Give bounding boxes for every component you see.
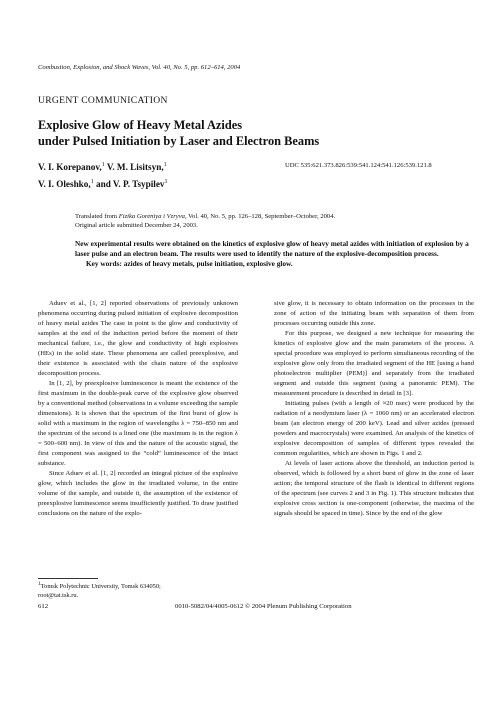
title-line-2: under Pulsed Initiation by Laser and Electron Beams: [38, 134, 320, 148]
translation-source-line: Translated from Fizika Goreniya i Vzryva, Vol. 40, No. 5, pp. 126–128, September–October, 2004.: [75, 213, 336, 220]
author-tsypilev: and V. P. Tsypilev: [93, 179, 165, 190]
right-column: [274, 299, 474, 519]
udc-code: UDC 535:621.373.826:539:541.124:541.126:539.121.8: [285, 162, 432, 169]
author-line-2: [38, 175, 278, 192]
paragraph: Aduev et al., [1, 2] reported observations of previously unknown phenomena occurring during pulsed initiation of explosive decomposition of heavy metal azides The case in point is the glow and conductivity of samples at the end of the induction period before the moment of their mechanical failure, i.e., the glow and conductivity of high explosives (HEs) in the solid state. These phenomena are called preexplosive, and their existence is associated with the chain nature of the explosive decomposition process.: [38, 300, 238, 377]
left-column: [38, 299, 238, 519]
author-list: [38, 158, 278, 192]
paragraph: At levels of laser actions above the threshold, an induction period is observed, which is followed by a short burst of glow in the zone of laser action; the temporal structure of the flash is identical in different regions of the spectrum (see curves 2 and 3 in Fig. 1). This structure indicates that explosive cross section is one-component (otherwise, the maxima of the signals should be spaced in time). Since by the end of the glow: [274, 460, 474, 517]
page-number: 612: [38, 603, 49, 610]
paragraph: Initiating pulses (with a length of ≈20 nsec) were produced by the radiation of a neodymium laser (λ = 1060 nm) or an accelerated electron beam (an electron energy of 200 keV). Lead and silver azides (pressed powders and macrocrystals) were examined. An analysis of the kinetics of explosive decomposition of samples of different types revealed the common regularities, which are shown in Figs. 1 and 2.: [274, 400, 474, 457]
author-lisitsyn: V. M. Lisitsyn,: [104, 162, 164, 173]
paragraph: In [1, 2], by preexplosive luminescence is meant the existence of the first maximum in the double-peak curve of the explosive glow observed by a conventional method (observations in a volume exceeding the sample dimensions). It is shown that the spectrum of the first burst of glow is solid with a maximum in the region of wavelengths λ = 750–850 nm and the spectrum of the second is a lined one (the maximum is in the region λ = 500–600 nm). In view of this and the nature of the acoustic signal, the first component was assigned to the “cold” luminescence of the intact substance.: [38, 380, 238, 467]
author-line-1: [38, 158, 278, 175]
footnote: [38, 580, 238, 600]
affiliation-mark: 1: [101, 162, 105, 168]
affiliation-email: root@tat.tsk.ru.: [38, 592, 79, 600]
title-line-1: Explosive Glow of Heavy Metal Azides: [38, 118, 243, 132]
section-label: URGENT COMMUNICATION: [38, 95, 168, 106]
footnote-divider: [38, 578, 98, 579]
abstract-text: New experimental results were obtained on the kinetics of explosive glow of heavy metal azides with initiation of explosion by a laser pulse and an electron beam. The results were used to identify the nature of the explosive-decomposition process.: [75, 239, 469, 258]
translation-note: [75, 212, 475, 231]
source-journal: Fizika Goreniya i Vzryva: [118, 213, 185, 220]
keywords: Key words: azides of heavy metals, pulse initiation, explosive glow.: [86, 259, 293, 268]
copyright-line: 0010-5082/04/4005-0612 © 2004 Plenum Publishing Corporation: [175, 603, 352, 610]
affiliation-mark: 1: [163, 162, 167, 168]
paragraph: sive glow, it is necessary to obtain information on the processes in the zone of action of the initiating beam with separation of them from processes occurring outside this zone.: [274, 300, 474, 327]
abstract: [75, 239, 477, 269]
article-title: [38, 117, 478, 149]
submission-date: Original article submitted December 24, 2003.: [75, 222, 198, 230]
affiliation-mark: 1: [38, 581, 41, 587]
paragraph: Since Aduev et al. [1, 2] recorded an integral picture of the explosive glow, which includes the glow in the irradiated volume, in the entire volume of the sample, and outside it, the assumption of the existence of preexplosive luminescence seems insufficiently justified. To draw justified conclusions on the nature of the explo-: [38, 470, 238, 517]
author-oleshko: V. I. Oleshko,: [38, 179, 91, 190]
affiliation-mark: 1: [164, 179, 168, 186]
paragraph: For this purpose, we designed a new technique for measuring the kinetics of explosive glow and the main parameters of the process. A special procedure was employed to perform simultaneous recording of the explosive glow only from the irradiated segment of the HE [using a band photoelectron multiplier (PEM)] and separately from the irradiated segment and outside this segment (using a panoramic PEM). The measurement procedure is described in detail in [3].: [274, 330, 474, 397]
author-korepanov: V. I. Korepanov,: [38, 162, 102, 173]
affiliation-text: Tomsk Polytechnic University, Tomsk 634050;: [40, 583, 161, 591]
affiliation-mark: 1: [90, 179, 94, 186]
journal-citation: Combustion, Explosion, and Shock Waves, Vol. 40, No. 5, pp. 612–614, 2004: [38, 64, 241, 71]
